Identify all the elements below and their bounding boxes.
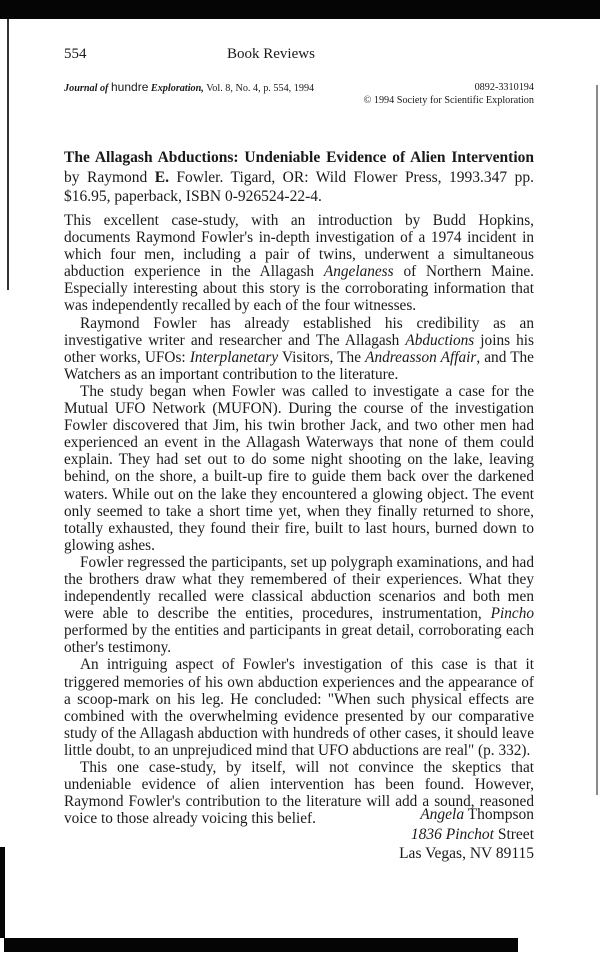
review-paragraph: Raymond Fowler has already established his credibility as an investigative writer and researcher and The Allagash Abductions joins his other works, UFOs: Interplanetary Visitors, The Andreasson Affair, and The Watchers as an important contribution to the literature. [64,314,535,383]
reviewer-street [64,825,534,845]
citation-left [64,81,314,95]
scan-border-bottom [4,938,518,952]
review-body [64,212,534,827]
author-initial: E. [154,168,169,186]
book-details: Fowler. Tigard, OR: Wild Flower Press, 1993.347 pp. $16.95, paperback, ISBN 0-926524-22-4. [64,168,534,205]
book-reference [64,148,534,207]
scan-edge-right [596,85,598,795]
journal-name-suffix: Exploration, [150,83,204,94]
review-paragraph: The study began when Fowler was called to investigate a case for the Mutual UFO Network (MUFON). During the course of the investigation Fowler discovered that Jim, his twin brother Jack, and two other men had experienced an event in the Allagash Waterways that none of them could explain. They had set out to do some night shooting on the lake, leaving behind, on the shore, a built-up fire to guide them back over the darkened waters. While out on the lake they encountered a glowing object. The event only seemed to take a short time yet, when they finally returned to shore, totally exhausted, they found their fire, built to last hours, burned down to glowing ashes. [64,382,534,554]
issn: 0892-3310194 [474,82,534,93]
citation-right [364,81,534,107]
reviewer-signature [64,805,534,864]
review-paragraph: This one case-study, by itself, will not convince the skeptics that undeniable evidence of alien intervention has been found. However, Raymond Fowler's contribution to the literature will add a sound, reasoned voice to those already voicing this belief. [64,759,534,828]
reviewer-first-name: Angela [420,806,465,823]
section-title: Book Reviews [227,46,315,62]
journal-name-garbled: hundre [111,80,149,94]
review-paragraph: This excellent case-study, with an introduction by Budd Hopkins, documents Raymond Fowler's in-depth investigation of a 1974 incident in which four men, including a pair of twins, underwent a simultaneous abduction experience in the Allagash Angelaness of Northern Maine. Especially interesting about this story is the corroborating information that was independently recalled by each of the four witnesses. [64,212,534,315]
copyright: © 1994 Society for Scientific Exploration [363,95,534,106]
book-by: by Raymond [64,168,155,186]
scan-edge-left-bottom [0,847,5,938]
volume-info: Vol. 8, No. 4, p. 554, 1994 [203,83,315,94]
reviewer-last-name: Thompson [464,806,534,823]
book-title: The Allagash Abductions: Undeniable Evidence of Alien Intervention [64,149,534,166]
scan-border-top [0,0,600,19]
scan-edge-left [7,19,9,290]
reviewer-name [64,805,534,825]
reviewer-city: Las Vegas, NV 89115 [399,845,534,862]
review-paragraph: An intriguing aspect of Fowler's investigation of this case is that it triggered memories of his own abduction experiences and the appearance of a scoop-mark on his leg. He concluded: "When such physical effects are combined with the overwhelming evidence presented by our comparative study of the Allagash abduction with hundreds of other cases, it should leave little doubt, to an unprejudiced mind that UFO abductions are real" (p. 332). [64,656,534,759]
street-number-name: 1836 Pinchot [410,825,494,843]
page-number: 554 [64,46,87,62]
review-paragraph: Fowler regressed the participants, set up polygraph examinations, and had the brothers draw what they remembered of their experiences. What they independently recalled were classical abduction scenarios and both men were able to describe the entities, procedures, instrumentation, Pincho performed by the entities and participants in great detail, corroborating each other's testimony. [64,553,534,657]
journal-name-prefix: Journal of [64,83,109,94]
street-suffix: Street [493,825,534,843]
